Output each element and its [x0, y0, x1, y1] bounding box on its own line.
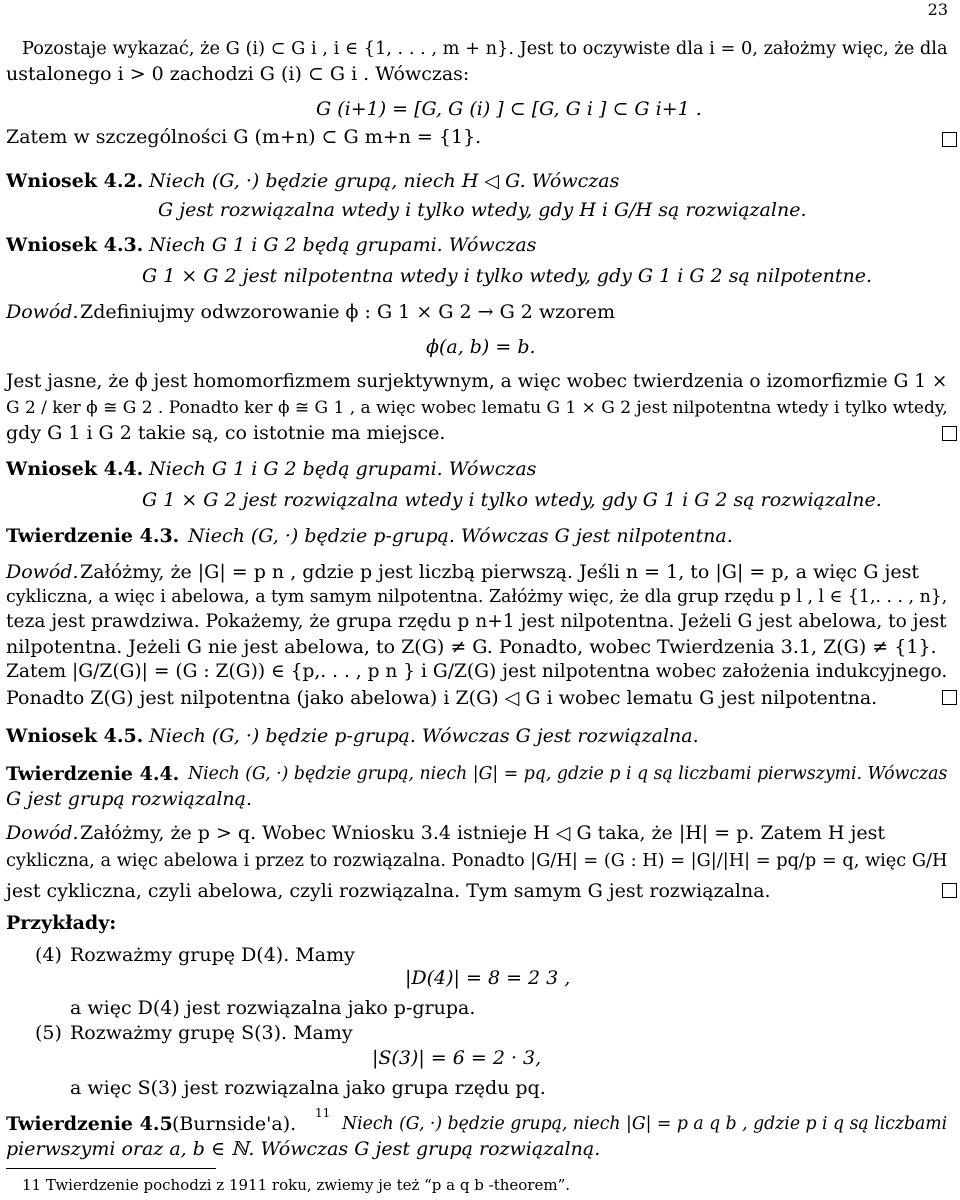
text-line: cykliczna, a więc i abelowa, a tym samym nilpotentna. Załóżmy więc, że dla grup rzędu p l , l ∈ {1,. . . , n}, — [6, 587, 948, 607]
qed-box — [942, 426, 957, 441]
theorem-statement-cont: pierwszymi oraz a, b ∈ ℕ. Wówczas G jest grupą rozwiązalną. — [6, 1138, 601, 1160]
example-text: a więc D(4) jest rozwiązalna jako p-grupa. — [70, 997, 476, 1019]
theorem-attribution: (Burnside'a). — [172, 1113, 297, 1135]
examples-heading: Przykłady: — [6, 912, 117, 934]
display-statement: G 1 × G 2 jest nilpotentna wtedy i tylko wtedy, gdy G 1 i G 2 są nilpotentne. — [142, 265, 873, 287]
example-text: a więc S(3) jest rozwiązalna jako grupa rzędu pq. — [70, 1077, 546, 1099]
footnote-marker: 11 — [315, 1106, 331, 1120]
footnote: 11 Twierdzenie pochodzi z 1911 roku, zwiemy je też “p a q b -theorem”. — [22, 1176, 571, 1194]
theorem-heading: Twierdzenie 4.5 — [6, 1113, 173, 1135]
example-text: Rozważmy grupę S(3). Mamy — [70, 1022, 353, 1044]
example-text: Rozważmy grupę D(4). Mamy — [70, 944, 355, 966]
theorem-statement: Niech (G, ·) będzie grupą, niech |G| = pq, gdzie p i q są liczbami pierwszymi. Wówczas — [188, 764, 948, 784]
qed-box — [942, 132, 957, 147]
theorem-heading: Twierdzenie 4.3. — [6, 525, 180, 547]
theorem-statement: Niech (G, ·) będzie p-grupą. Wówczas G jest nilpotentna. — [188, 525, 733, 547]
text-line: jest cykliczna, czyli abelowa, czyli rozwiązalna. Tym samym G jest rozwiązalna. — [6, 880, 771, 902]
text-line: Zdefiniujmy odwzorowanie ϕ : G 1 × G 2 → G 2 wzorem — [80, 301, 615, 323]
text-line: Załóżmy, że |G| = p n , gdzie p jest liczbą pierwszą. Jeśli n = 1, to |G| = p, a więc G jest — [80, 561, 919, 583]
text-line: Pozostaje wykazać, że G (i) ⊂ G i , i ∈ {1, . . . , m + n}. Jest to oczywiste dla i = 0, założmy więc, że dla — [22, 39, 948, 59]
display-statement: G jest rozwiązalna wtedy i tylko wtedy, gdy H i G/H są rozwiązalne. — [158, 199, 807, 221]
display-statement: G 1 × G 2 jest rozwiązalna wtedy i tylko wtedy, gdy G 1 i G 2 są rozwiązalne. — [142, 489, 882, 511]
theorem-heading: Twierdzenie 4.4. — [6, 763, 180, 785]
corollary-statement: Niech (G, ·) będzie p-grupą. Wówczas G jest rozwiązalna. — [149, 725, 699, 747]
corollary-statement: Niech (G, ·) będzie grupą, niech H ◁ G. Wówczas — [149, 170, 620, 192]
page-number: 23 — [927, 0, 948, 19]
corollary-heading: Wniosek 4.5. — [6, 725, 144, 747]
qed-box — [942, 690, 957, 705]
footnote-rule — [6, 1168, 216, 1169]
proof-label: Dowód. — [6, 822, 79, 844]
display-equation: |S(3)| = 6 = 2 · 3, — [372, 1047, 542, 1069]
display-equation: G (i+1) = [G, G (i) ] ⊂ [G, G i ] ⊂ G i+1 . — [316, 98, 702, 120]
corollary-heading: Wniosek 4.2. — [6, 170, 144, 192]
text-line: cykliczna, a więc abelowa i przez to rozwiązalna. Ponadto |G/H| = (G : H) = |G|/|H| = pq/p = q, więc G/H — [6, 851, 948, 871]
example-number: (5) — [35, 1022, 62, 1044]
text-line: Zatem |G/Z(G)| = (G : Z(G)) ∈ {p,. . . , p n } i G/Z(G) jest nilpotentna wobec założenia indukcyjnego. — [6, 661, 948, 682]
display-equation: ϕ(a, b) = b. — [426, 336, 536, 358]
theorem-statement: Niech (G, ·) będzie grupą, niech |G| = p a q b , gdzie p i q są liczbami — [342, 1114, 948, 1134]
corollary-heading: Wniosek 4.4. — [6, 458, 144, 480]
text-line: Załóżmy, że p > q. Wobec Wniosku 3.4 istnieje H ◁ G taka, że |H| = p. Zatem H jest — [80, 822, 886, 844]
corollary-heading: Wniosek 4.3. — [6, 234, 144, 256]
text-line: Zatem w szczególności G (m+n) ⊂ G m+n = {1}. — [6, 126, 482, 148]
corollary-statement: Niech G 1 i G 2 będą grupami. Wówczas — [149, 234, 537, 256]
qed-box — [942, 883, 957, 898]
text-line: gdy G 1 i G 2 takie są, co istotnie ma miejsce. — [6, 422, 446, 444]
example-number: (4) — [35, 944, 62, 966]
text-line: nilpotentna. Jeżeli G nie jest abelowa, to Z(G) ≠ G. Ponadto, wobec Twierdzenia 3.1, Z(G) ≠ {1}. — [6, 636, 937, 658]
text-line: ustalonego i > 0 zachodzi G (i) ⊂ G i . Wówczas: — [6, 63, 470, 85]
text-line: G 2 / ker ϕ ≅ G 2 . Ponadto ker ϕ ≅ G 1 , a więc wobec lematu G 1 × G 2 jest nilpotentna wtedy i tylko wtedy, — [6, 398, 948, 418]
proof-label: Dowód. — [6, 301, 79, 323]
theorem-statement-cont: G jest grupą rozwiązalną. — [6, 788, 253, 810]
text-line: Ponadto Z(G) jest nilpotentna (jako abelowa) i Z(G) ◁ G i wobec lematu G jest nilpotentna. — [6, 687, 878, 709]
text-line: teza jest prawdziwa. Pokażemy, że grupa rzędu p n+1 jest nilpotentna. Jeżeli G jest abelowa, to jest — [6, 611, 947, 632]
corollary-statement: Niech G 1 i G 2 będą grupami. Wówczas — [149, 458, 537, 480]
proof-label: Dowód. — [6, 561, 79, 583]
display-equation: |D(4)| = 8 = 2 3 , — [405, 967, 571, 989]
text-line: Jest jasne, że ϕ jest homomorfizmem surjektywnym, a więc wobec twierdzenia o izomorfizmie G 1 × — [6, 371, 948, 392]
